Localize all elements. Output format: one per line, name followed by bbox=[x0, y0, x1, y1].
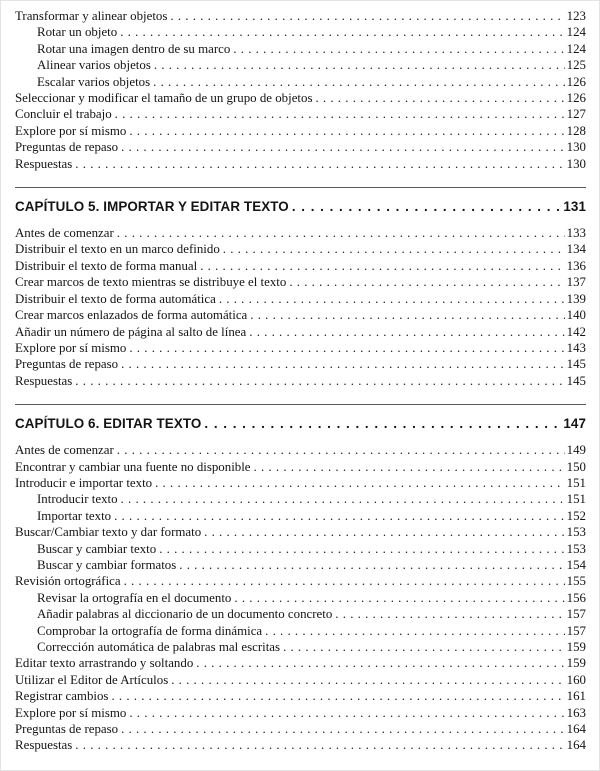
toc-entry-row bbox=[15, 225, 586, 241]
toc-entry-label: Distribuir el texto en un marco definido bbox=[15, 242, 220, 257]
toc-section bbox=[15, 187, 586, 389]
toc-entry-row bbox=[15, 307, 586, 323]
dot-leader bbox=[249, 324, 564, 340]
dot-leader bbox=[204, 524, 565, 540]
toc-entry-label: Crear marcos enlazados de forma automática bbox=[15, 308, 248, 323]
toc-entry-label: Explore por sí mismo bbox=[15, 705, 127, 720]
toc-entry-row bbox=[15, 274, 586, 290]
toc-entry-label: Revisión ortográfica bbox=[15, 574, 121, 589]
toc-entry-page-number: 164 bbox=[566, 722, 586, 737]
toc-entry-label: Preguntas de repaso bbox=[15, 722, 119, 737]
toc-entry-row bbox=[15, 655, 586, 671]
toc-entry-row bbox=[15, 241, 586, 257]
toc-entry-row bbox=[15, 356, 586, 372]
toc-entry-row bbox=[15, 524, 586, 540]
toc-entry-page-number: 159 bbox=[566, 640, 586, 654]
toc-entry-page-number: 134 bbox=[566, 242, 586, 257]
dot-leader bbox=[114, 508, 565, 524]
toc-entry-label: Utilizar el Editor de Artículos bbox=[15, 672, 169, 687]
chapter-heading-row bbox=[15, 196, 586, 217]
toc-entry-label: Transformar y alinear objetos bbox=[15, 9, 168, 23]
toc-entry-label: Rotar un objeto bbox=[37, 25, 118, 40]
dot-leader bbox=[129, 123, 564, 139]
chapter-title: CAPÍTULO 6. EDITAR TEXTO bbox=[15, 416, 202, 432]
toc-entry-page-number: 157 bbox=[566, 607, 586, 622]
dot-leader bbox=[234, 590, 564, 606]
toc-entry-label: Alinear varios objetos bbox=[37, 58, 151, 73]
toc-entry-page-number: 130 bbox=[566, 140, 586, 155]
toc-entry-page-number: 126 bbox=[566, 74, 586, 89]
dot-leader bbox=[200, 258, 564, 274]
dot-leader bbox=[153, 74, 565, 90]
toc-entry-row bbox=[15, 475, 586, 491]
toc-entry-label: Escalar varios objetos bbox=[37, 74, 151, 89]
dot-leader bbox=[315, 90, 564, 106]
toc-entry-page-number: 142 bbox=[566, 324, 586, 339]
toc-entry-row bbox=[15, 324, 586, 340]
dot-leader bbox=[75, 373, 564, 389]
toc-entry-label: Buscar y cambiar formatos bbox=[37, 557, 177, 572]
toc-entry-page-number: 153 bbox=[566, 541, 586, 556]
dot-leader bbox=[265, 623, 565, 639]
toc-entry-page-number: 126 bbox=[566, 91, 586, 106]
chapter-title: CAPÍTULO 5. IMPORTAR Y EDITAR TEXTO bbox=[15, 199, 289, 215]
toc-entry-row bbox=[15, 90, 586, 106]
dot-leader bbox=[155, 475, 565, 491]
toc-entry-row bbox=[15, 459, 586, 475]
dot-leader bbox=[129, 705, 564, 721]
dot-leader bbox=[117, 442, 565, 458]
dot-leader bbox=[75, 737, 564, 753]
toc-entry-row bbox=[15, 74, 586, 90]
toc-entry-page-number: 155 bbox=[566, 574, 586, 589]
toc-entry-row bbox=[15, 705, 586, 721]
toc-entry-page-number: 130 bbox=[566, 156, 586, 171]
toc-entry-page-number: 151 bbox=[566, 492, 586, 507]
dot-leader bbox=[283, 639, 565, 655]
toc-entry-row bbox=[15, 737, 586, 753]
chapter-page-number: 131 bbox=[563, 199, 586, 215]
dot-leader bbox=[233, 41, 564, 57]
toc-entry-page-number: 163 bbox=[566, 705, 586, 720]
dot-leader bbox=[170, 8, 564, 24]
toc-entry-label: Seleccionar y modificar el tamaño de un grupo de objetos bbox=[15, 91, 313, 106]
toc-entry-row bbox=[15, 139, 586, 155]
toc-entry-row bbox=[15, 508, 586, 524]
toc-entry-label: Crear marcos de texto mientras se distribuye el texto bbox=[15, 275, 287, 290]
dot-leader bbox=[289, 274, 564, 290]
dot-leader bbox=[115, 106, 565, 122]
toc-entry-page-number: 154 bbox=[566, 557, 586, 572]
toc-entry-label: Importar texto bbox=[37, 508, 112, 523]
toc-entry-page-number: 156 bbox=[566, 590, 586, 605]
toc-entry-row bbox=[15, 57, 586, 73]
toc-entry-label: Añadir un número de página al salto de línea bbox=[15, 324, 247, 339]
toc-entry-row bbox=[15, 41, 586, 57]
toc-entry-row bbox=[15, 688, 586, 704]
toc-entry-page-number: 136 bbox=[566, 258, 586, 273]
toc-entry-page-number: 140 bbox=[566, 308, 586, 323]
chapter-page-number: 147 bbox=[563, 416, 586, 432]
toc-entry-label: Distribuir el texto de forma automática bbox=[15, 291, 216, 306]
toc-entry-page-number: 149 bbox=[566, 443, 586, 458]
toc-entry-page-number: 125 bbox=[566, 58, 586, 73]
toc-entry-page-number: 152 bbox=[566, 508, 586, 523]
toc-entry-page-number: 164 bbox=[566, 738, 586, 753]
toc-entry-page-number: 161 bbox=[566, 689, 586, 704]
toc-entry-label: Distribuir el texto de forma manual bbox=[15, 258, 198, 273]
toc-entry-row bbox=[15, 373, 586, 389]
toc-entry-page-number: 145 bbox=[566, 373, 586, 388]
toc-entry-label: Buscar/Cambiar texto y dar formato bbox=[15, 525, 202, 540]
toc-entry-page-number: 137 bbox=[566, 275, 586, 290]
toc-entry-page-number: 123 bbox=[566, 9, 586, 23]
toc-entry-label: Introducir texto bbox=[37, 492, 118, 507]
toc-entry-page-number: 160 bbox=[566, 672, 586, 687]
toc-entry-row bbox=[15, 721, 586, 737]
dot-leader bbox=[250, 307, 564, 323]
toc-entry-label: Corrección automática de palabras mal escritas bbox=[37, 640, 281, 654]
dot-leader bbox=[204, 413, 561, 434]
toc-entry-label: Explore por sí mismo bbox=[15, 340, 127, 355]
toc-entry-label: Encontrar y cambiar una fuente no disponible bbox=[15, 459, 251, 474]
toc-entry-label: Editar texto arrastrando y soltando bbox=[15, 656, 194, 671]
dot-leader bbox=[121, 721, 565, 737]
dot-leader bbox=[179, 557, 564, 573]
toc-entry-page-number: 150 bbox=[566, 459, 586, 474]
toc-entry-page-number: 159 bbox=[566, 656, 586, 671]
toc-entry-row bbox=[15, 340, 586, 356]
toc-entry-page-number: 133 bbox=[566, 226, 586, 241]
toc-entry-label: Antes de comenzar bbox=[15, 226, 114, 241]
toc-entry-row bbox=[15, 442, 586, 458]
dot-leader bbox=[111, 688, 564, 704]
dot-leader bbox=[121, 491, 565, 507]
toc-entry-page-number: 127 bbox=[566, 107, 586, 122]
dot-leader bbox=[124, 573, 565, 589]
dot-leader bbox=[129, 340, 564, 356]
toc-entry-label: Comprobar la ortografía de forma dinámica bbox=[37, 623, 263, 638]
toc-entry-row bbox=[15, 156, 586, 172]
toc-entry-label: Antes de comenzar bbox=[15, 443, 114, 458]
dot-leader bbox=[196, 655, 564, 671]
toc-entry-row bbox=[15, 123, 586, 139]
toc-entry-row bbox=[15, 557, 586, 573]
dot-leader bbox=[117, 225, 565, 241]
toc-entry-label: Añadir palabras al diccionario de un documento concreto bbox=[37, 607, 333, 622]
dot-leader bbox=[121, 356, 565, 372]
toc-section bbox=[15, 8, 586, 172]
toc-entry-page-number: 124 bbox=[566, 25, 586, 40]
dot-leader bbox=[335, 606, 564, 622]
toc-entry-page-number: 151 bbox=[566, 475, 586, 490]
toc-entry-label: Explore por sí mismo bbox=[15, 123, 127, 138]
toc-entry-row bbox=[15, 8, 586, 24]
toc-entry-row bbox=[15, 606, 586, 622]
toc-entry-row bbox=[15, 291, 586, 307]
toc-entry-label: Respuestas bbox=[15, 738, 73, 753]
toc-section bbox=[15, 404, 586, 754]
toc-entry-page-number: 124 bbox=[566, 41, 586, 56]
toc-entry-row bbox=[15, 639, 586, 655]
toc-entry-row bbox=[15, 590, 586, 606]
toc-entry-row bbox=[15, 541, 586, 557]
toc-entry-row bbox=[15, 491, 586, 507]
toc-entry-page-number: 139 bbox=[566, 291, 586, 306]
toc-entry-row bbox=[15, 258, 586, 274]
dot-leader bbox=[159, 541, 564, 557]
toc-entry-label: Introducir e importar texto bbox=[15, 475, 153, 490]
toc-entry-row bbox=[15, 623, 586, 639]
dot-leader bbox=[75, 156, 564, 172]
dot-leader bbox=[223, 241, 565, 257]
dot-leader bbox=[154, 57, 565, 73]
toc-entry-label: Respuestas bbox=[15, 156, 73, 171]
toc-entry-row bbox=[15, 24, 586, 40]
toc-entry-page-number: 145 bbox=[566, 357, 586, 372]
toc-entry-label: Preguntas de repaso bbox=[15, 357, 119, 372]
toc-entry-label: Preguntas de repaso bbox=[15, 140, 119, 155]
dot-leader bbox=[219, 291, 565, 307]
toc-entry-row bbox=[15, 106, 586, 122]
toc-entry-page-number: 157 bbox=[566, 623, 586, 638]
dot-leader bbox=[121, 139, 565, 155]
toc-entry-page-number: 128 bbox=[566, 123, 586, 138]
table-of-contents bbox=[1, 1, 599, 754]
dot-leader bbox=[171, 672, 564, 688]
toc-entry-label: Respuestas bbox=[15, 373, 73, 388]
toc-entry-row bbox=[15, 672, 586, 688]
chapter-heading-row bbox=[15, 413, 586, 434]
toc-entry-row bbox=[15, 573, 586, 589]
dot-leader bbox=[292, 196, 562, 217]
toc-entry-label: Rotar una imagen dentro de su marco bbox=[37, 41, 231, 56]
toc-entry-label: Concluir el trabajo bbox=[15, 107, 112, 122]
toc-entry-page-number: 143 bbox=[566, 340, 586, 355]
dot-leader bbox=[254, 459, 565, 475]
dot-leader bbox=[120, 24, 564, 40]
toc-entry-page-number: 153 bbox=[566, 525, 586, 540]
toc-entry-label: Revisar la ortografía en el documento bbox=[37, 590, 232, 605]
toc-entry-label: Registrar cambios bbox=[15, 689, 109, 704]
toc-entry-label: Buscar y cambiar texto bbox=[37, 541, 157, 556]
